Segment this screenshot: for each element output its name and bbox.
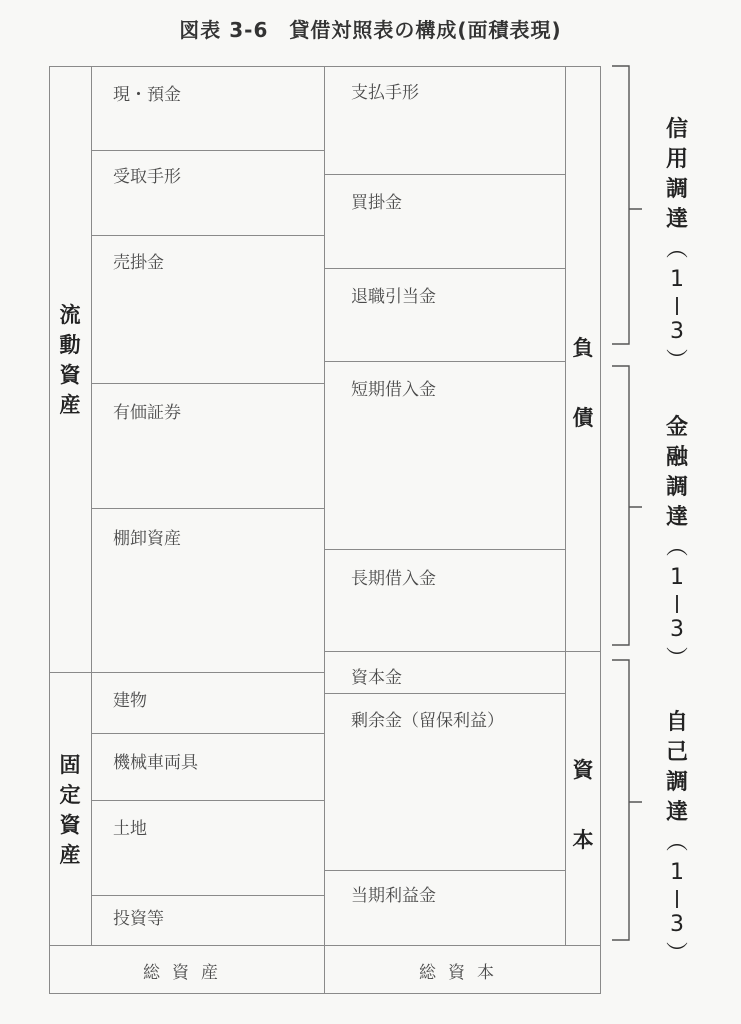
asset-item-machinery: 機械車両具: [113, 753, 198, 773]
vertical-label-char: 債: [572, 406, 594, 430]
close-paren: ︶: [665, 349, 688, 374]
open-paren: ︵: [665, 237, 688, 262]
fraction-denominator: 3: [670, 617, 684, 642]
total-capital-label: 総資本: [419, 963, 506, 983]
equity-item-current-profit: 当期利益金: [351, 886, 436, 906]
vertical-label-char: 動: [59, 333, 81, 357]
close-paren: ︶: [665, 647, 688, 672]
equity-item-retained-earnings: 剰余金（留保利益）: [351, 711, 504, 731]
fraction-denominator: 3: [670, 319, 684, 344]
brace-label-char: 達: [665, 207, 688, 232]
liability-item-long-term-loans: 長期借入金: [351, 569, 436, 589]
asset-item-buildings: 建物: [113, 691, 147, 711]
vertical-label-char: 資: [59, 363, 81, 387]
brace-label-credit: [660, 115, 694, 377]
brace-label-char: 自: [665, 710, 688, 735]
fraction-bar: [676, 890, 678, 908]
vertical-label-char: 本: [572, 828, 594, 852]
asset-item-securities: 有価証券: [113, 403, 181, 423]
asset-item-notes-receivable: 受取手形: [113, 167, 181, 187]
open-paren: ︵: [665, 535, 688, 560]
vertical-label-char: 固: [59, 753, 81, 777]
brace-label-char: 調: [665, 475, 688, 500]
liability-item-short-term-loans: 短期借入金: [351, 380, 436, 400]
brace-credit: [612, 66, 642, 344]
liability-item-retirement-allowance: 退職引当金: [351, 287, 436, 307]
brace-label-char: 達: [665, 505, 688, 530]
close-paren: ︶: [665, 942, 688, 967]
asset-item-cash: 現・預金: [113, 85, 181, 105]
brace-label-char: 信: [665, 117, 688, 142]
fraction-numerator: 1: [670, 267, 684, 292]
brace-label-char: 達: [665, 800, 688, 825]
brace-financial: [612, 366, 642, 645]
liability-item-accounts-payable: 買掛金: [351, 193, 402, 213]
brace-label-financial: [660, 413, 694, 675]
total-assets-label: 総資産: [143, 963, 230, 983]
figure-title: 図表 3-6 貸借対照表の構成(面積表現): [179, 18, 562, 42]
brace-label-char: 調: [665, 770, 688, 795]
asset-item-accounts-receivable: 売掛金: [113, 253, 164, 273]
open-paren: ︵: [665, 830, 688, 855]
fraction-bar: [676, 595, 678, 613]
vertical-label-char: 流: [59, 303, 81, 327]
asset-item-inventory: 棚卸資産: [113, 529, 181, 549]
brace-label-char: 金: [665, 415, 688, 440]
brace-label-char: 用: [665, 147, 688, 172]
fraction-denominator: 3: [670, 912, 684, 937]
brace-label-self: [660, 708, 694, 970]
asset-item-investments: 投資等: [113, 909, 164, 929]
fraction-numerator: 1: [670, 860, 684, 885]
brace-label-char: 調: [665, 177, 688, 202]
vertical-label-char: 産: [59, 843, 81, 867]
vertical-label-char: 資: [59, 813, 81, 837]
equity-item-capital: 資本金: [351, 668, 402, 688]
brace-self: [612, 660, 642, 940]
vertical-label-char: 負: [572, 336, 594, 360]
vertical-label-char: 産: [59, 393, 81, 417]
fraction-numerator: 1: [670, 565, 684, 590]
liability-item-notes-payable: 支払手形: [351, 83, 419, 103]
brace-label-char: 融: [665, 445, 688, 470]
vertical-label-char: 定: [59, 783, 81, 807]
asset-item-land: 土地: [113, 819, 147, 839]
brace-label-char: 己: [665, 740, 688, 765]
vertical-label-char: 資: [572, 758, 594, 782]
fraction-bar: [676, 297, 678, 315]
